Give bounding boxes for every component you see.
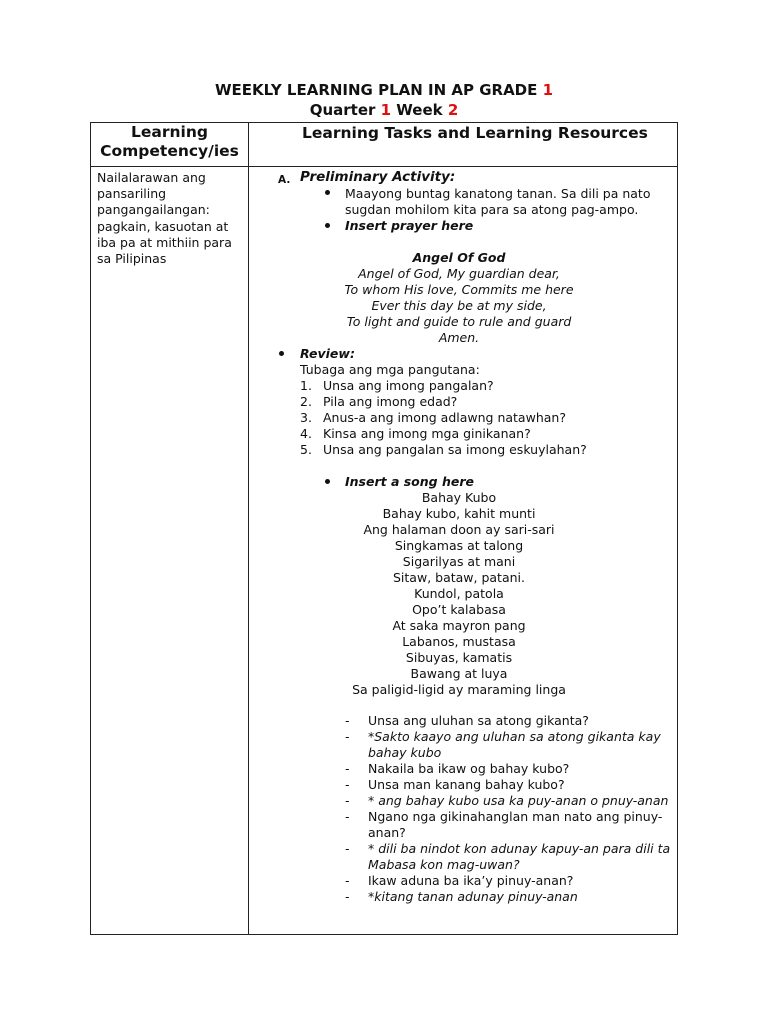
table-header-row [91,123,678,167]
competency-cell: Nailalarawan ang pansariling pangangailangan: pagkain, kasuotan at iba pa at mithiin para sa Pilipinas [91,167,249,935]
review-intro: Tubaga ang mga pangutana: [300,362,480,377]
discussion-question: Unsa ang uluhan sa atong gikanta? [368,713,589,728]
title-text: WEEKLY LEARNING PLAN IN AP GRADE [214,81,543,99]
discussion-question: Unsa man kanang bahay kubo? [368,777,565,792]
document-title [0,81,768,100]
prayer-line: Ever this day be at my side, [371,298,547,313]
song-line: Bawang at luya [410,666,508,681]
dash-bullet: - [345,889,350,904]
week-label: Week [391,101,448,119]
insert-song-label: Insert a song here [345,474,474,489]
quarter-number: 1 [380,101,392,119]
question-text: Kinsa ang imong mga ginikanan? [323,426,531,441]
bullet [325,472,330,488]
dash-bullet: - [345,809,350,824]
prayer-title: Angel Of God [412,250,506,265]
song-line: Bahay Kubo [421,490,497,505]
table-body-row [91,167,678,935]
discussion-question: Nakaila ba ikaw og bahay kubo? [368,761,570,776]
prayer-line: To light and guide to rule and guard [346,314,572,329]
discussion-answer: * dili ba nindot kon adunay kapuy-an para dili ta [368,841,671,856]
song-line: Labanos, mustasa [402,634,516,649]
dash-bullet: - [345,729,350,744]
prayer-line: To whom His love, Commits me here [344,282,574,297]
song-line: Sibuyas, kamatis [405,650,513,665]
song-line: Sigarilyas at mani [402,554,516,569]
question-text: Anus-a ang imong adlawng natawhan? [323,410,566,425]
discussion-answer: *Sakto kaayo ang uluhan sa atong gikanta kay [368,729,661,744]
song-line: Sa paligid-ligid ay maraming linga [352,682,566,697]
dash-bullet: - [345,873,350,888]
question-number: 5. [300,442,312,457]
discussion-answer: bahay kubo [368,745,442,760]
tasks-cell [249,167,678,935]
dash-bullet: - [345,841,350,856]
question-text: Pila ang imong edad? [323,394,458,409]
prayer-line: Amen. [438,330,480,345]
question-text: Unsa ang imong pangalan? [323,378,494,393]
discussion-answer: * ang bahay kubo usa ka puy-anan o pnuy-anan [368,793,669,808]
dash-bullet: - [345,761,350,776]
greeting-line-1: Maayong buntag kanatong tanan. Sa dili pa nato [345,186,651,201]
bullet [325,216,330,232]
discussion-question: Ikaw aduna ba ika’y pinuy-anan? [368,873,574,888]
greeting-line-2: sugdan mohilom kita para sa atong pag-ampo. [345,202,639,217]
preliminary-heading: Preliminary Activity: [300,169,456,185]
review-heading: Review: [300,346,355,361]
grade-number: 1 [542,81,554,99]
bullet [279,344,284,360]
discussion-question: Ngano nga gikinahanglan man nato ang pinuy- [368,809,663,824]
song-line: Sitaw, bataw, patani. [393,570,525,585]
discussion-answer: Mabasa kon mag-uwan? [368,857,520,872]
document-subtitle [0,101,768,120]
header-learning-competency: Learning Competency/ies [91,123,249,167]
song-line: Opo’t kalabasa [412,602,506,617]
dash-bullet: - [345,713,350,728]
question-number: 1. [300,378,312,393]
song-line: Ang halaman doon ay sari-sari [363,522,555,537]
question-number: 4. [300,426,312,441]
discussion-question: anan? [368,825,406,840]
quarter-label: Quarter [309,101,381,119]
song-line: Bahay kubo, kahit munti [382,506,536,521]
question-number: 2. [300,394,312,409]
header-learning-tasks: Learning Tasks and Learning Resources [249,123,678,167]
insert-prayer-label: Insert prayer here [345,218,474,233]
dash-bullet: - [345,793,350,808]
learning-plan-table [90,122,678,935]
song-line: Kundol, patola [414,586,504,601]
song-line: At saka mayron pang [392,618,526,633]
week-number: 2 [447,101,459,119]
question-text: Unsa ang pangalan sa imong eskuylahan? [323,442,587,457]
prayer-line: Angel of God, My guardian dear, [358,266,560,281]
bullet [325,183,330,199]
dash-bullet: - [345,777,350,792]
question-number: 3. [300,410,312,425]
discussion-answer: *kitang tanan adunay pinuy-anan [368,889,578,904]
song-line: Singkamas at talong [394,538,524,553]
section-letter: A. [278,174,291,186]
